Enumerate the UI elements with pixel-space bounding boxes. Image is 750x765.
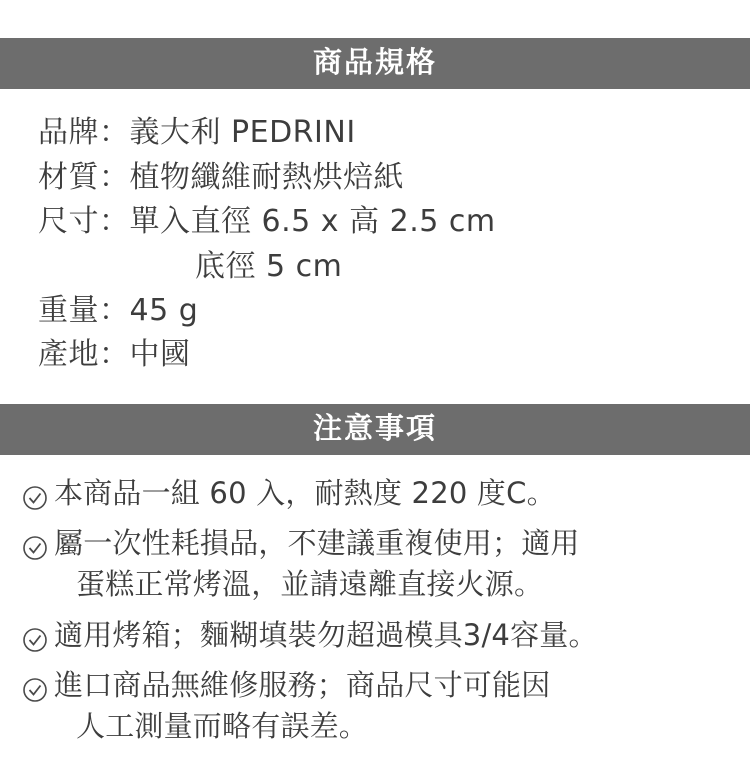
check-circle-icon	[22, 481, 48, 507]
spec-label-weight: 重量：	[38, 292, 130, 328]
notice-item-text	[54, 523, 736, 605]
spec-value-brand: 義大利 PEDRINI	[129, 115, 356, 151]
list-item	[14, 665, 736, 747]
spec-value-material: 植物纖維耐熱烘焙紙	[129, 159, 404, 195]
check-circle-icon	[22, 531, 48, 557]
notice-section-body	[0, 455, 750, 747]
check-circle-icon	[22, 623, 48, 649]
spec-row	[0, 289, 750, 333]
spec-label-brand: 品牌：	[38, 115, 130, 151]
spec-row	[0, 200, 750, 244]
spec-section-body	[0, 89, 750, 389]
spec-row	[0, 333, 750, 377]
notice-item-text	[54, 615, 736, 656]
spec-value-size-continued: 底徑 5 cm	[195, 248, 343, 284]
spec-label-origin: 產地：	[38, 337, 130, 373]
spec-value-size: 單入直徑 6.5 x 高 2.5 cm	[129, 204, 496, 240]
notice-line-1: 適用烤箱；麵糊填裝勿超過模具3/4容量。	[54, 617, 598, 652]
section-gap	[0, 390, 750, 404]
notice-line-1: 進口商品無維修服務；商品尺寸可能因	[54, 667, 551, 702]
check-circle-icon	[22, 673, 48, 699]
list-item	[14, 523, 736, 605]
spec-value-origin: 中國	[129, 337, 191, 373]
top-spacer	[0, 0, 750, 38]
notice-line-2: 蛋糕正常烤溫，並請遠離直接火源。	[76, 567, 544, 602]
spec-row	[0, 156, 750, 200]
list-item	[14, 473, 736, 514]
spec-row	[0, 111, 750, 155]
notice-item-text	[54, 665, 736, 747]
spec-value-weight: 45 g	[129, 292, 199, 328]
notice-section-header: 注意事項	[0, 404, 750, 455]
list-item	[14, 615, 736, 656]
notice-item-text	[54, 473, 736, 514]
spec-section-header: 商品規格	[0, 38, 750, 89]
spec-label-material: 材質：	[38, 159, 130, 195]
notice-line-1: 本商品一組 60 入，耐熱度 220 度C。	[54, 476, 556, 511]
notice-line-2: 人工測量而略有誤差。	[76, 708, 369, 743]
spec-label-size: 尺寸：	[38, 204, 130, 240]
notice-line-1: 屬一次性耗損品，不建議重複使用；適用	[54, 526, 580, 561]
